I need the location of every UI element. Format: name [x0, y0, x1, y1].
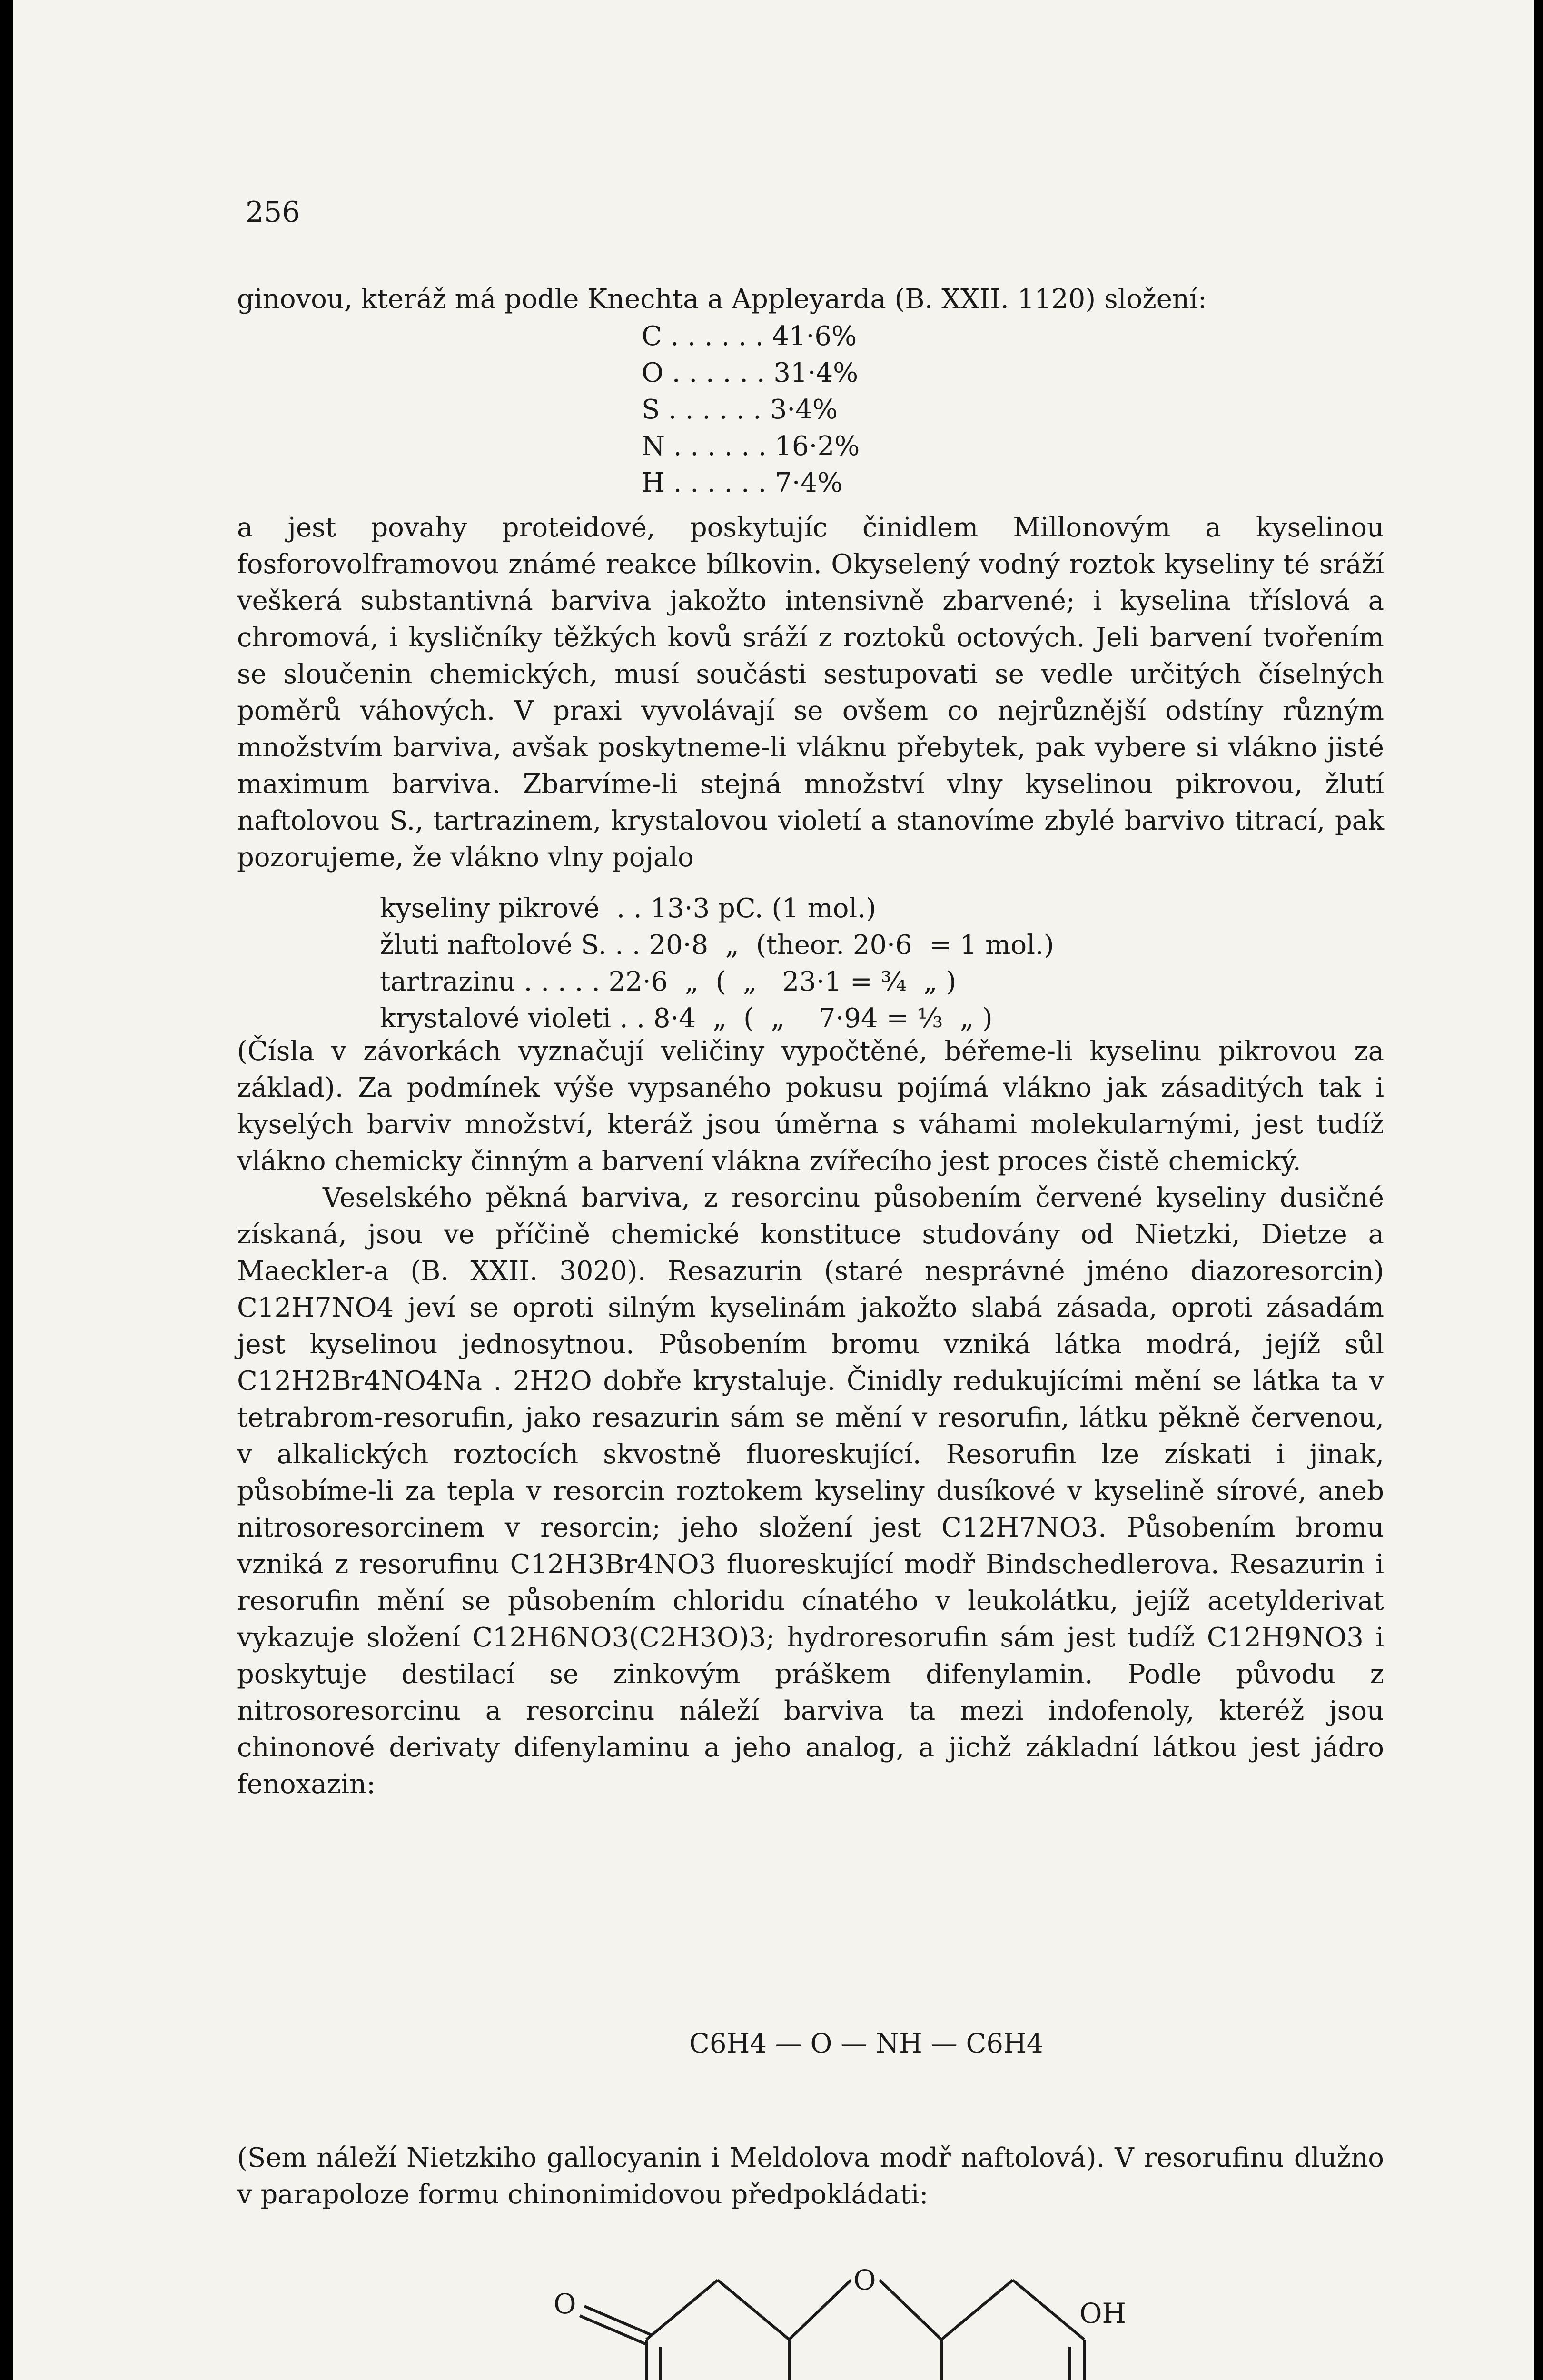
- bridge-oxygen-label: O: [853, 2264, 876, 2296]
- titration-row: krystalové violeti . . 8·4 „ ( „ 7·94 = ⅓ „ ): [380, 1003, 993, 1034]
- bond: [941, 2280, 1013, 2340]
- composition-row: H . . . . . . 7·4%: [642, 467, 843, 498]
- composition-row: N . . . . . . 16·2%: [642, 431, 860, 462]
- composition-row: S . . . . . . 3·4%: [642, 394, 838, 425]
- composition-row: O . . . . . . 31·4%: [642, 357, 859, 388]
- titration-row: kyseliny pikrové . . 13·3 pC. (1 mol.): [380, 893, 876, 924]
- bond: [718, 2280, 789, 2340]
- bond: [584, 2306, 651, 2335]
- bond: [880, 2280, 941, 2340]
- bond: [1013, 2280, 1084, 2340]
- paragraph-proteid: [237, 509, 1384, 876]
- titration-row: tartrazinu . . . . . 22·6 „ ( „ 23·1 = ¾ „ ): [380, 966, 957, 997]
- bond: [789, 2280, 851, 2340]
- bond: [580, 2316, 646, 2344]
- bond: [646, 2280, 718, 2340]
- oxo-oxygen-label: O: [554, 2288, 576, 2320]
- first-line-text: ginovou, kteráž má podle Knechta a Appleyarda (B. XXII. 1120) složení:: [237, 284, 1207, 315]
- page-number: 256: [246, 196, 300, 229]
- hydroxyl-label: OH: [1079, 2297, 1127, 2330]
- resorufin-structure: [546, 2218, 1308, 2380]
- paragraph-text: (Čísla v závorkách vyznačují veličiny vypočtěné, béřeme-li kyselinu pikrovou za základ). Za podmínek výše vypsaného pokusu pojímá vlákno jak zásaditých tak i kyselých barviv množství, kteráž jsou úměrna s váhami molekularnými, jest tudíž vlákno chemicky činným a barvení vlákna zvířecího jest proces čistě chemický.: [237, 1036, 1384, 1177]
- titration-row: žluti naftolové S. . . 20·8 „ (theor. 20·6 = 1 mol.): [380, 930, 1054, 961]
- paragraph-text: a jest povahy proteidové, poskytujíc činidlem Millonovým a kyselinou fosforovolframovou známé reakce bílkovin. Okyselený vodný roztok kyseliny té sráží veškerá substantivná barviva jakožto intensivně zbarvené; i kyselina tříslová a chromová, i kysličníky těžkých kovů sráží z roztoků octových. Jeli barvení tvořením se sloučenin chemických, musí součásti sestupovati se vedle určitých číselných poměrů váhových. V praxi vyvolávají se ovšem co nejrůznější odstíny různým množstvím barviva, avšak poskytneme-li vláknu přebytek, pak vybere si vlákno jisté maximum barviva. Zbarvíme-li stejná množství vlny kyselinou pikrovou, žlutí naftolovou S., tartrazinem, krystalovou violetí a stanovíme zbylé barvivo titrací, pak pozorujeme, že vlákno vlny pojalo: [237, 512, 1384, 873]
- paragraph-text: Veselského pěkná barviva, z resorcinu působením červené kyseliny dusičné získaná, jsou ve příčině chemické konstituce studovány od Nietzki, Dietze a Maeckler-a (B. XXII. 3020). Resazurin (staré nesprávné jméno diazoresorcin) C12H7NO4 jeví se oproti silným kyselinám jakožto slabá zásada, oproti zásadám jest kyselinou jednosytnou. Působením bromu vzniká látka modrá, jejíž sůl C12H2Br4NO4Na . 2H2O dobře krystaluje. Činidly redukujícími mění se látka ta v tetrabrom-resorufin, jako resazurin sám se mění v resorufin, látku pěkně červenou, v alkalických roztocích skvostně fluoreskující. Resorufin lze získati i jinak, působíme-li za tepla v resorcin roztokem kyseliny dusíkové v kyselině sírové, aneb nitrosoresorcinem v resorcin; jeho složení jest C12H7NO3. Působením bromu vzniká z resorufinu C12H3Br4NO3 fluoreskující modř Bindschedlerova. Resazurin i resorufin mění se působením chloridu cínatého v leukolátku, jejíž acetylderivat vykazuje složení C12H6NO3(C2H3O)3; hydroresorufin sám jest tudíž C12H9NO3 i poskytuje destilací se zinkovým práškem difenylamin. Podle původu z nitrosoresorcinu a resorcinu náleží barviva ta mezi indofenoly, kteréž jsou chinonové derivaty difenylaminu a jeho analog, a jichž základní látkou jest jádro fenoxazin:: [237, 1182, 1384, 1800]
- paragraph-block-2: [237, 1033, 1384, 1803]
- fenoxazin-formula: C6H4 — O — NH — C6H4: [689, 2028, 1044, 2059]
- first-line: [237, 281, 1384, 317]
- paragraph-text: (Sem náleží Nietzkiho gallocyanin i Meldolova modř naftolová). V resorufinu dlužno v parapoloze formu chinonimidovou předpokládati:: [237, 2142, 1384, 2210]
- paragraph-resorufin: [237, 2140, 1384, 2213]
- page: [13, 0, 1534, 2380]
- composition-row: C . . . . . . 41·6%: [642, 321, 857, 352]
